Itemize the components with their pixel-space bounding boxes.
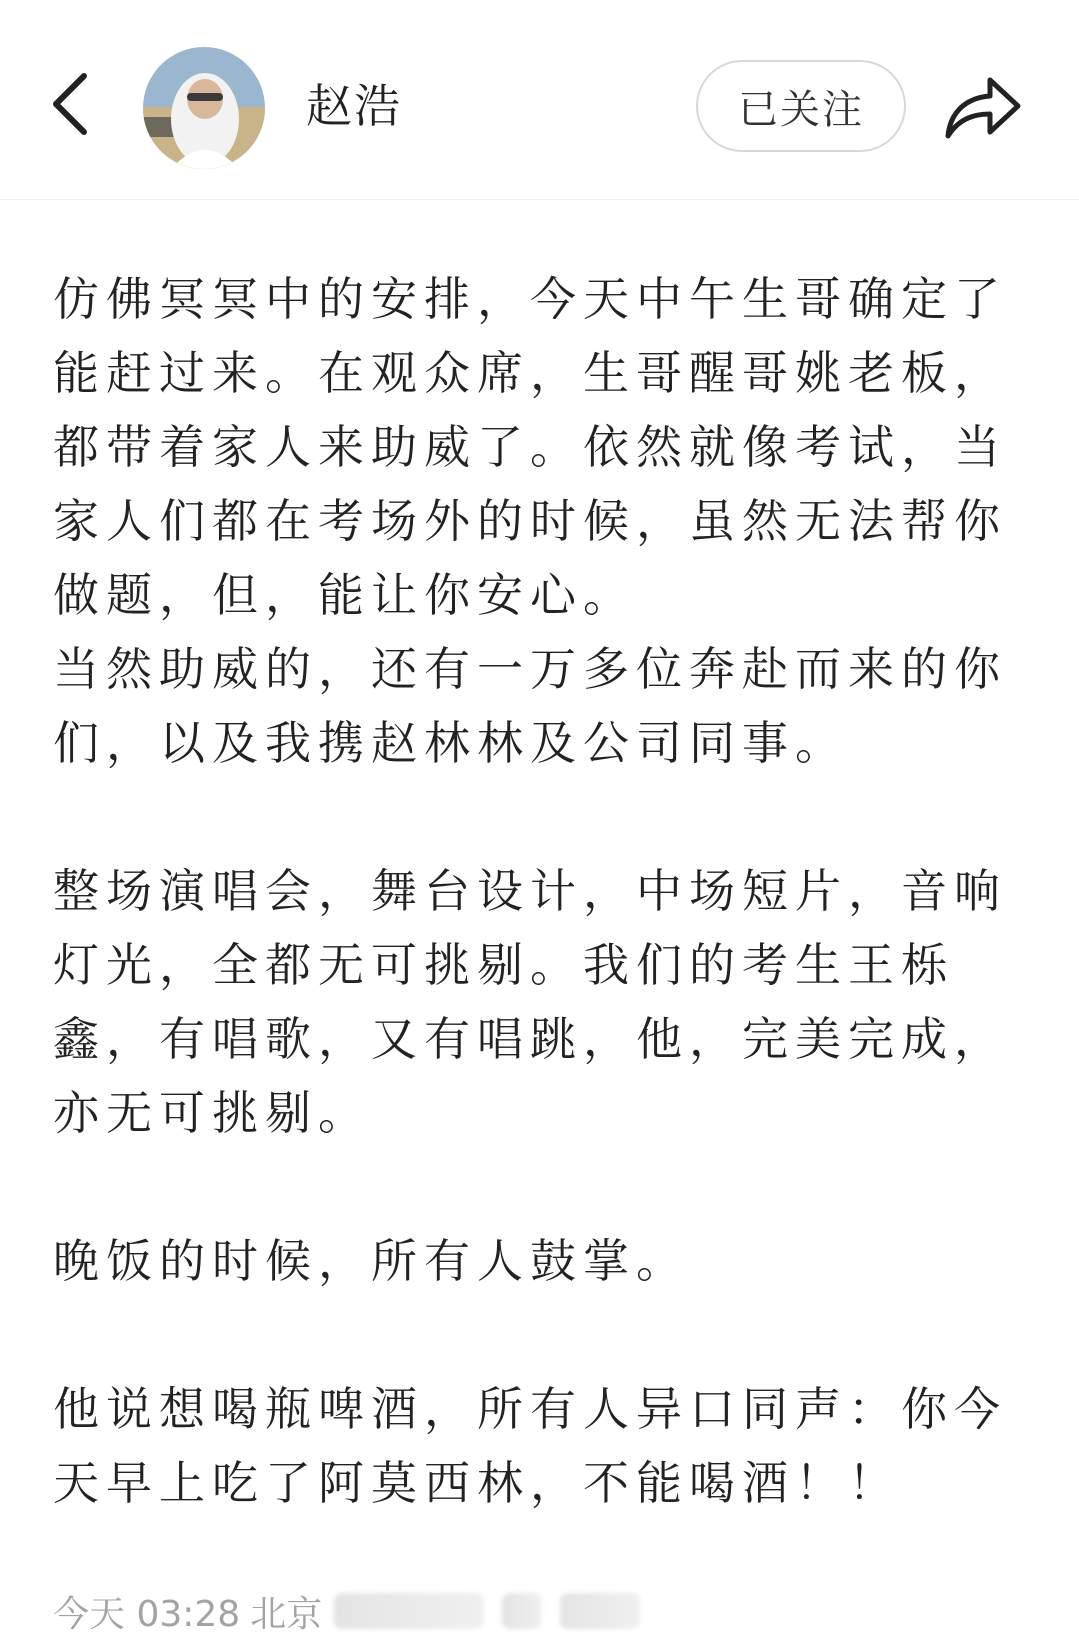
- post-meta: [53, 1586, 658, 1636]
- post-paragraph: 晚饭的时候，所有人鼓掌。: [53, 1234, 689, 1288]
- blurred-text: [560, 1593, 640, 1629]
- share-arrow-icon: [942, 70, 1024, 142]
- chevron-left-icon: [44, 68, 96, 140]
- blurred-text: [502, 1593, 542, 1629]
- follow-button[interactable]: 已关注: [696, 60, 906, 152]
- post-content: [53, 262, 1037, 1520]
- post-time: 今天 03:28: [53, 1593, 241, 1635]
- avatar-icon: [143, 47, 265, 169]
- post-paragraph: 整场演唱会，舞台设计，中场短片，音响灯光，全都无可挑剔。我们的考生王栎鑫，有唱歌，又有唱跳，他，完美完成，亦无可挑剔。: [53, 864, 1007, 1140]
- avatar[interactable]: [143, 47, 265, 169]
- post-location: 北京: [250, 1593, 323, 1635]
- username[interactable]: 赵浩: [306, 79, 402, 133]
- blurred-text: [334, 1593, 484, 1629]
- back-button[interactable]: [44, 68, 96, 140]
- top-bar: [0, 0, 1079, 200]
- share-button[interactable]: [942, 70, 1024, 142]
- post-paragraph: 仿佛冥冥中的安排，今天中午生哥确定了能赶过来。在观众席，生哥醒哥姚老板，都带着家人来助威了。依然就像考试，当家人们都在考场外的时候，虽然无法帮你做题，但，能让你安心。 当然助威的，还有一万多位奔赴而来的你们，以及我携赵林林及公司同事。: [53, 272, 1007, 770]
- post-paragraph: 他说想喝瓶啤酒，所有人异口同声：你今天早上吃了阿莫西林，不能喝酒！！: [53, 1382, 1007, 1510]
